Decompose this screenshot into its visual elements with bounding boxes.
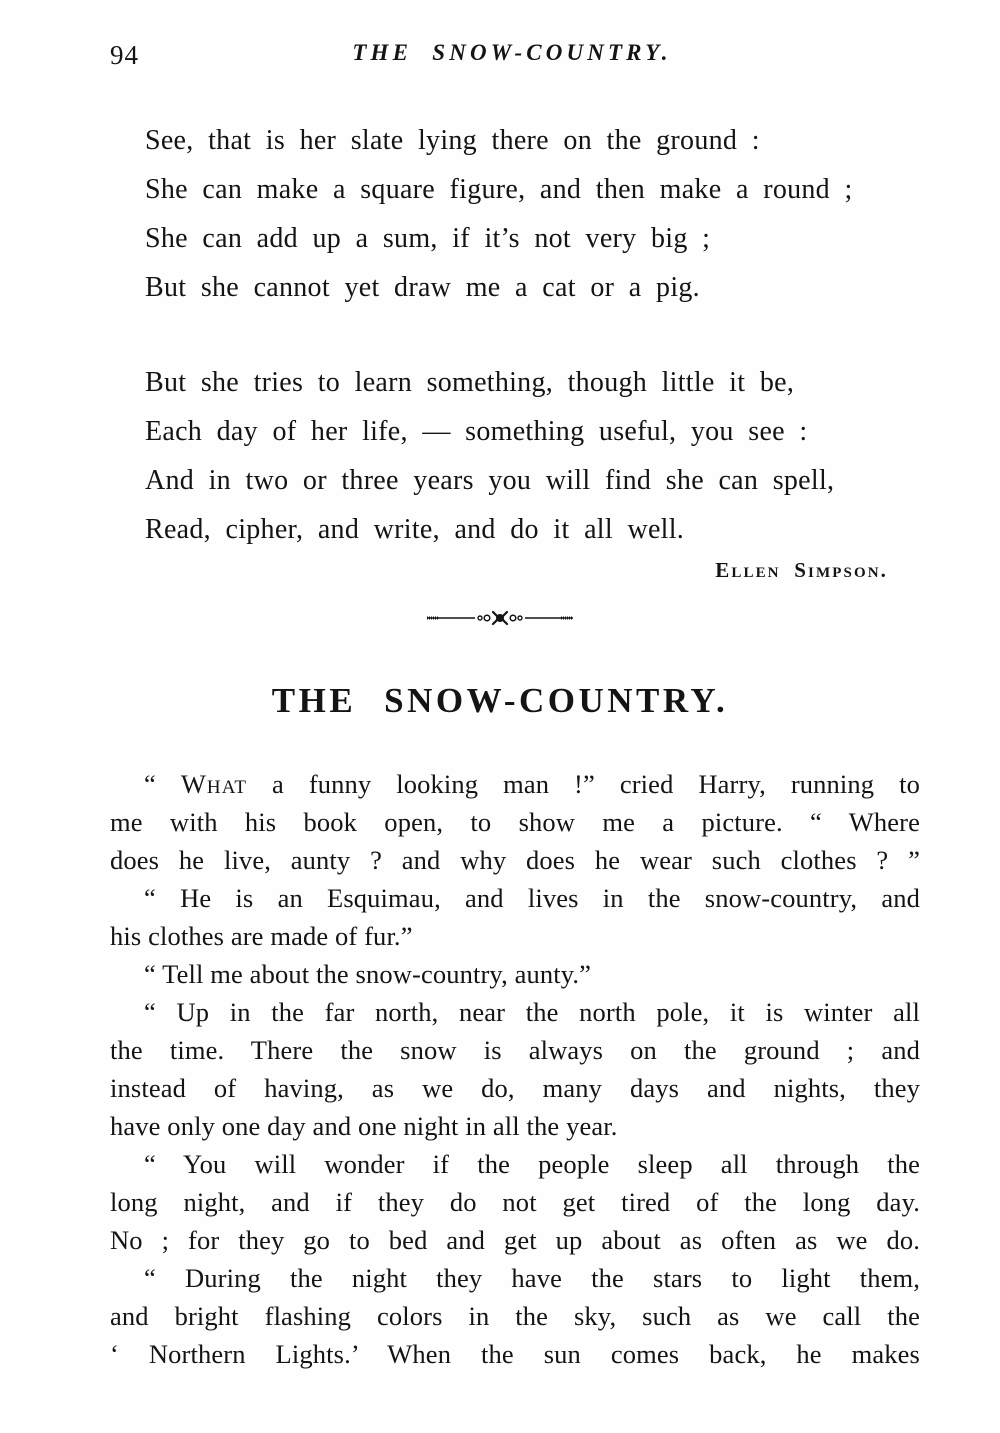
paragraph bbox=[110, 879, 920, 955]
text-line: “ Up in the far north, near the north pole, it is winter all bbox=[144, 997, 920, 1027]
text-line: have only one day and one night in all the year. bbox=[110, 1111, 618, 1141]
text-line: his clothes are made of fur.” bbox=[110, 921, 413, 951]
poem-line: She can make a square figure, and then make a round ; bbox=[145, 174, 853, 205]
poem-stanza-1 bbox=[145, 116, 1000, 312]
poem-line: She can add up a sum, if it’s not very big ; bbox=[145, 223, 711, 254]
text-line: long night, and if they do not get tired of the long day. bbox=[110, 1187, 920, 1217]
text-line: and bright flashing colors in the sky, such as we call the bbox=[110, 1301, 920, 1331]
running-title: THE SNOW-COUNTRY. bbox=[352, 40, 672, 65]
poem-line: See, that is her slate lying there on the ground : bbox=[145, 125, 760, 156]
text-line bbox=[110, 765, 920, 803]
text-line: “ You will wonder if the people sleep all through the bbox=[144, 1149, 920, 1179]
page-number: 94 bbox=[110, 40, 139, 70]
text-line: “ He is an Esquimau, and lives in the snow-country, and bbox=[144, 883, 920, 913]
poem-line: But she tries to learn something, though little it be, bbox=[145, 367, 795, 398]
poem bbox=[145, 116, 1000, 583]
section-divider bbox=[0, 609, 1000, 627]
floral-rule-icon bbox=[425, 609, 575, 627]
text-line: instead of having, as we do, many days and nights, they bbox=[110, 1073, 920, 1103]
lead-word: What bbox=[180, 769, 248, 799]
text-line: “ Tell me about the snow-country, aunty.” bbox=[144, 959, 592, 989]
text-line: “ During the night they have the stars to light them, bbox=[144, 1263, 920, 1293]
text-line: ‘ Northern Lights.’ When the sun comes back, he makes bbox=[110, 1339, 920, 1369]
poem-stanza-2 bbox=[145, 358, 1000, 554]
story-text bbox=[110, 765, 920, 1373]
poem-line: But she cannot yet draw me a cat or a pig. bbox=[145, 272, 700, 303]
paragraph bbox=[110, 1145, 920, 1259]
poem-line: And in two or three years you will find she can spell, bbox=[145, 465, 835, 496]
poem-line: Read, cipher, and write, and do it all well. bbox=[145, 514, 685, 545]
paragraph bbox=[110, 765, 920, 879]
poem-line: Each day of her life, — something useful, you see : bbox=[145, 416, 808, 447]
text-line: does he live, aunty ? and why does he wear such clothes ? ” bbox=[110, 845, 920, 875]
text-line: me with his book open, to show me a picture. “ Where bbox=[110, 807, 920, 837]
section-title: THE SNOW-COUNTRY. bbox=[271, 681, 729, 720]
poem-attribution: Ellen Simpson. bbox=[715, 558, 888, 582]
paragraph bbox=[110, 955, 920, 993]
text-line: the time. There the snow is always on the ground ; and bbox=[110, 1035, 920, 1065]
text-line-rest: a funny looking man !” cried Harry, running to bbox=[247, 769, 921, 799]
text-line: No ; for they go to bed and get up about as often as we do. bbox=[110, 1225, 920, 1255]
paragraph bbox=[110, 1259, 920, 1373]
open-quote: “ bbox=[144, 769, 181, 799]
page-header bbox=[0, 40, 1000, 74]
paragraph bbox=[110, 993, 920, 1145]
